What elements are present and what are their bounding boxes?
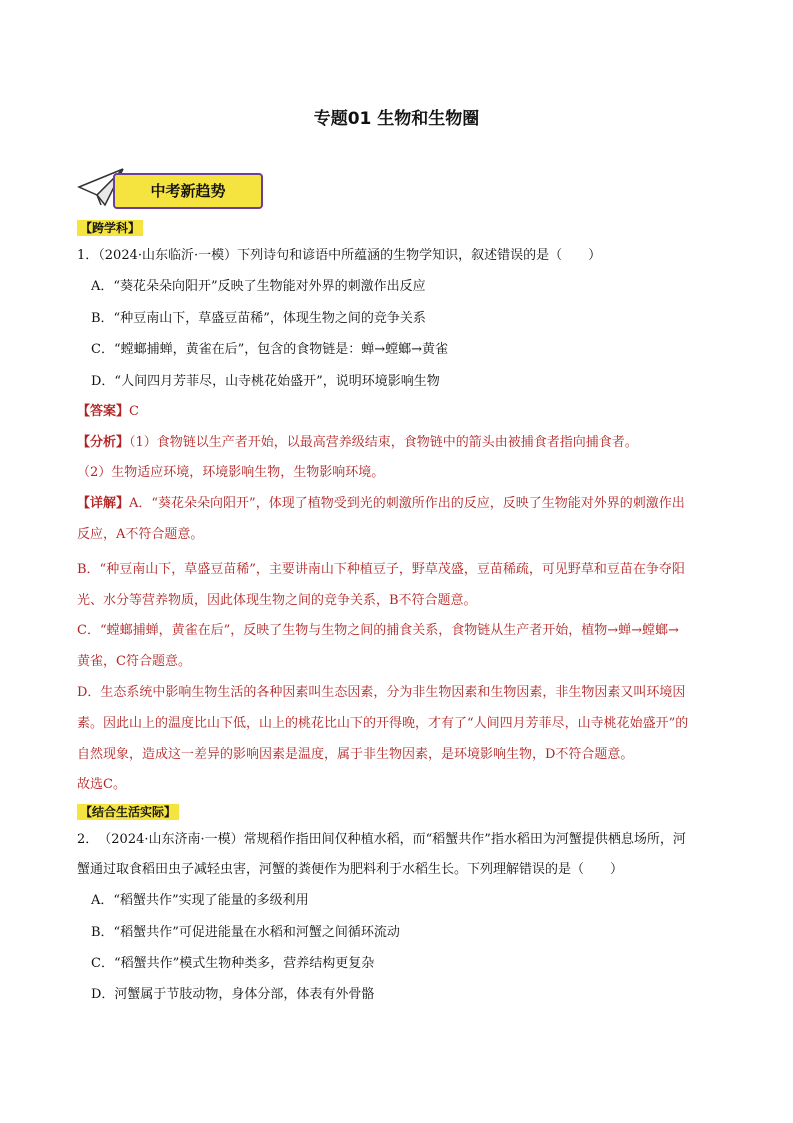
analysis-tag: 【分析】 — [77, 435, 130, 450]
question-2-stem-1: 2． （2024·山东济南·一模）常规稻作指田间仅种植水稻，而“稻蟹共作”指水稻田为河蟹提供栖息场所，河 — [77, 832, 686, 847]
q1-detail-line-5: 黄雀，C符合题意。 — [77, 654, 191, 669]
answer-value: C — [129, 404, 139, 419]
section-tag — [77, 220, 143, 237]
q1-option-d: D．“人间四月芳菲尽，山寺桃花始盛开”，说明环境影响生物 — [91, 374, 440, 389]
banner-label: 中考新趋势 — [150, 182, 226, 200]
section-banner — [77, 165, 262, 209]
q1-detail-line-4: C．“螳螂捕蝉，黄雀在后”，反映了生物与生物之间的捕食关系，食物链从生产者开始，植物→蝉→螳螂→ — [77, 623, 679, 638]
q1-answer — [77, 404, 139, 420]
banner-box — [113, 173, 263, 209]
q1-detail-line-8: 自然现象，造成这一差异的影响因素是温度，属于非生物因素，是环境影响生物，D不符合题意。 — [77, 747, 634, 762]
q1-detail-line-6: D．生态系统中影响生物生活的各种因素叫生态因素，分为非生物因素和生物因素，非生物因素又叫环境因 — [77, 685, 686, 700]
q2-option-d: D．河蟹属于节肢动物，身体分部，体表有外骨骼 — [91, 987, 375, 1002]
tag-cross-discipline: 【跨学科】 — [77, 220, 143, 236]
q1-option-c: C．“螳螂捕蝉，黄雀在后”，包含的食物链是：蝉→螳螂→黄雀 — [91, 342, 449, 357]
answer-tag: 【答案】 — [77, 404, 130, 419]
q2-option-b: B．“稻蟹共作”可促进能量在水稻和河蟹之间循环流动 — [91, 925, 400, 940]
q1-analysis-2: （2）生物适应环境，环境影响生物，生物影响环境。 — [77, 465, 385, 480]
q1-option-b: B．“种豆南山下，草盛豆苗稀”，体现生物之间的竞争关系 — [91, 311, 426, 326]
q1-detail-line-3: 光、水分等营养物质，因此体现生物之间的竞争关系，B不符合题意。 — [77, 593, 477, 608]
q1-analysis-1 — [77, 435, 638, 451]
page-title: 专题01 生物和生物圈 — [313, 109, 480, 129]
q1-detail-line-0 — [77, 496, 685, 512]
q2-option-a: A．“稻蟹共作”实现了能量的多级利用 — [91, 893, 309, 908]
q2-option-c: C．“稻蟹共作”模式生物种类多，营养结构更复杂 — [91, 956, 375, 971]
detail-text-0: A．“葵花朵朵向阳开”，体现了植物受到光的刺激所作出的反应，反映了生物能对外界的刺激作出 — [129, 496, 685, 511]
section-tag-2 — [77, 804, 179, 821]
q1-detail-line-1: 反应，A不符合题意。 — [77, 527, 204, 542]
tag-real-life: 【结合生活实际】 — [77, 804, 179, 820]
q1-option-a: A．“葵花朵朵向阳开”反映了生物能对外界的刺激作出反应 — [91, 279, 426, 294]
question-1-stem: 1．（2024·山东临沂·一模）下列诗句和谚语中所蕴涵的生物学知识，叙述错误的是（ ） — [77, 248, 602, 263]
detail-tag: 【详解】 — [77, 496, 130, 511]
q1-detail-line-7: 素。因此山上的温度比山下低，山上的桃花比山下的开得晚，才有了“人间四月芳菲尽，山寺桃花始盛开”的 — [77, 716, 689, 731]
q1-detail-line-2: B．“种豆南山下，草盛豆苗稀”，主要讲南山下种植豆子，野草茂盛，豆苗稀疏，可见野草和豆苗在争夺阳 — [77, 562, 685, 577]
q1-conclusion: 故选C。 — [77, 777, 126, 792]
analysis-text-1: （1）食物链以生产者开始，以最高营养级结束，食物链中的箭头由被捕食者指向捕食者。 — [129, 435, 638, 450]
question-2-stem-2: 蟹通过取食稻田虫子减轻虫害，河蟹的粪便作为肥料利于水稻生长。下列理解错误的是（ ） — [77, 862, 624, 877]
